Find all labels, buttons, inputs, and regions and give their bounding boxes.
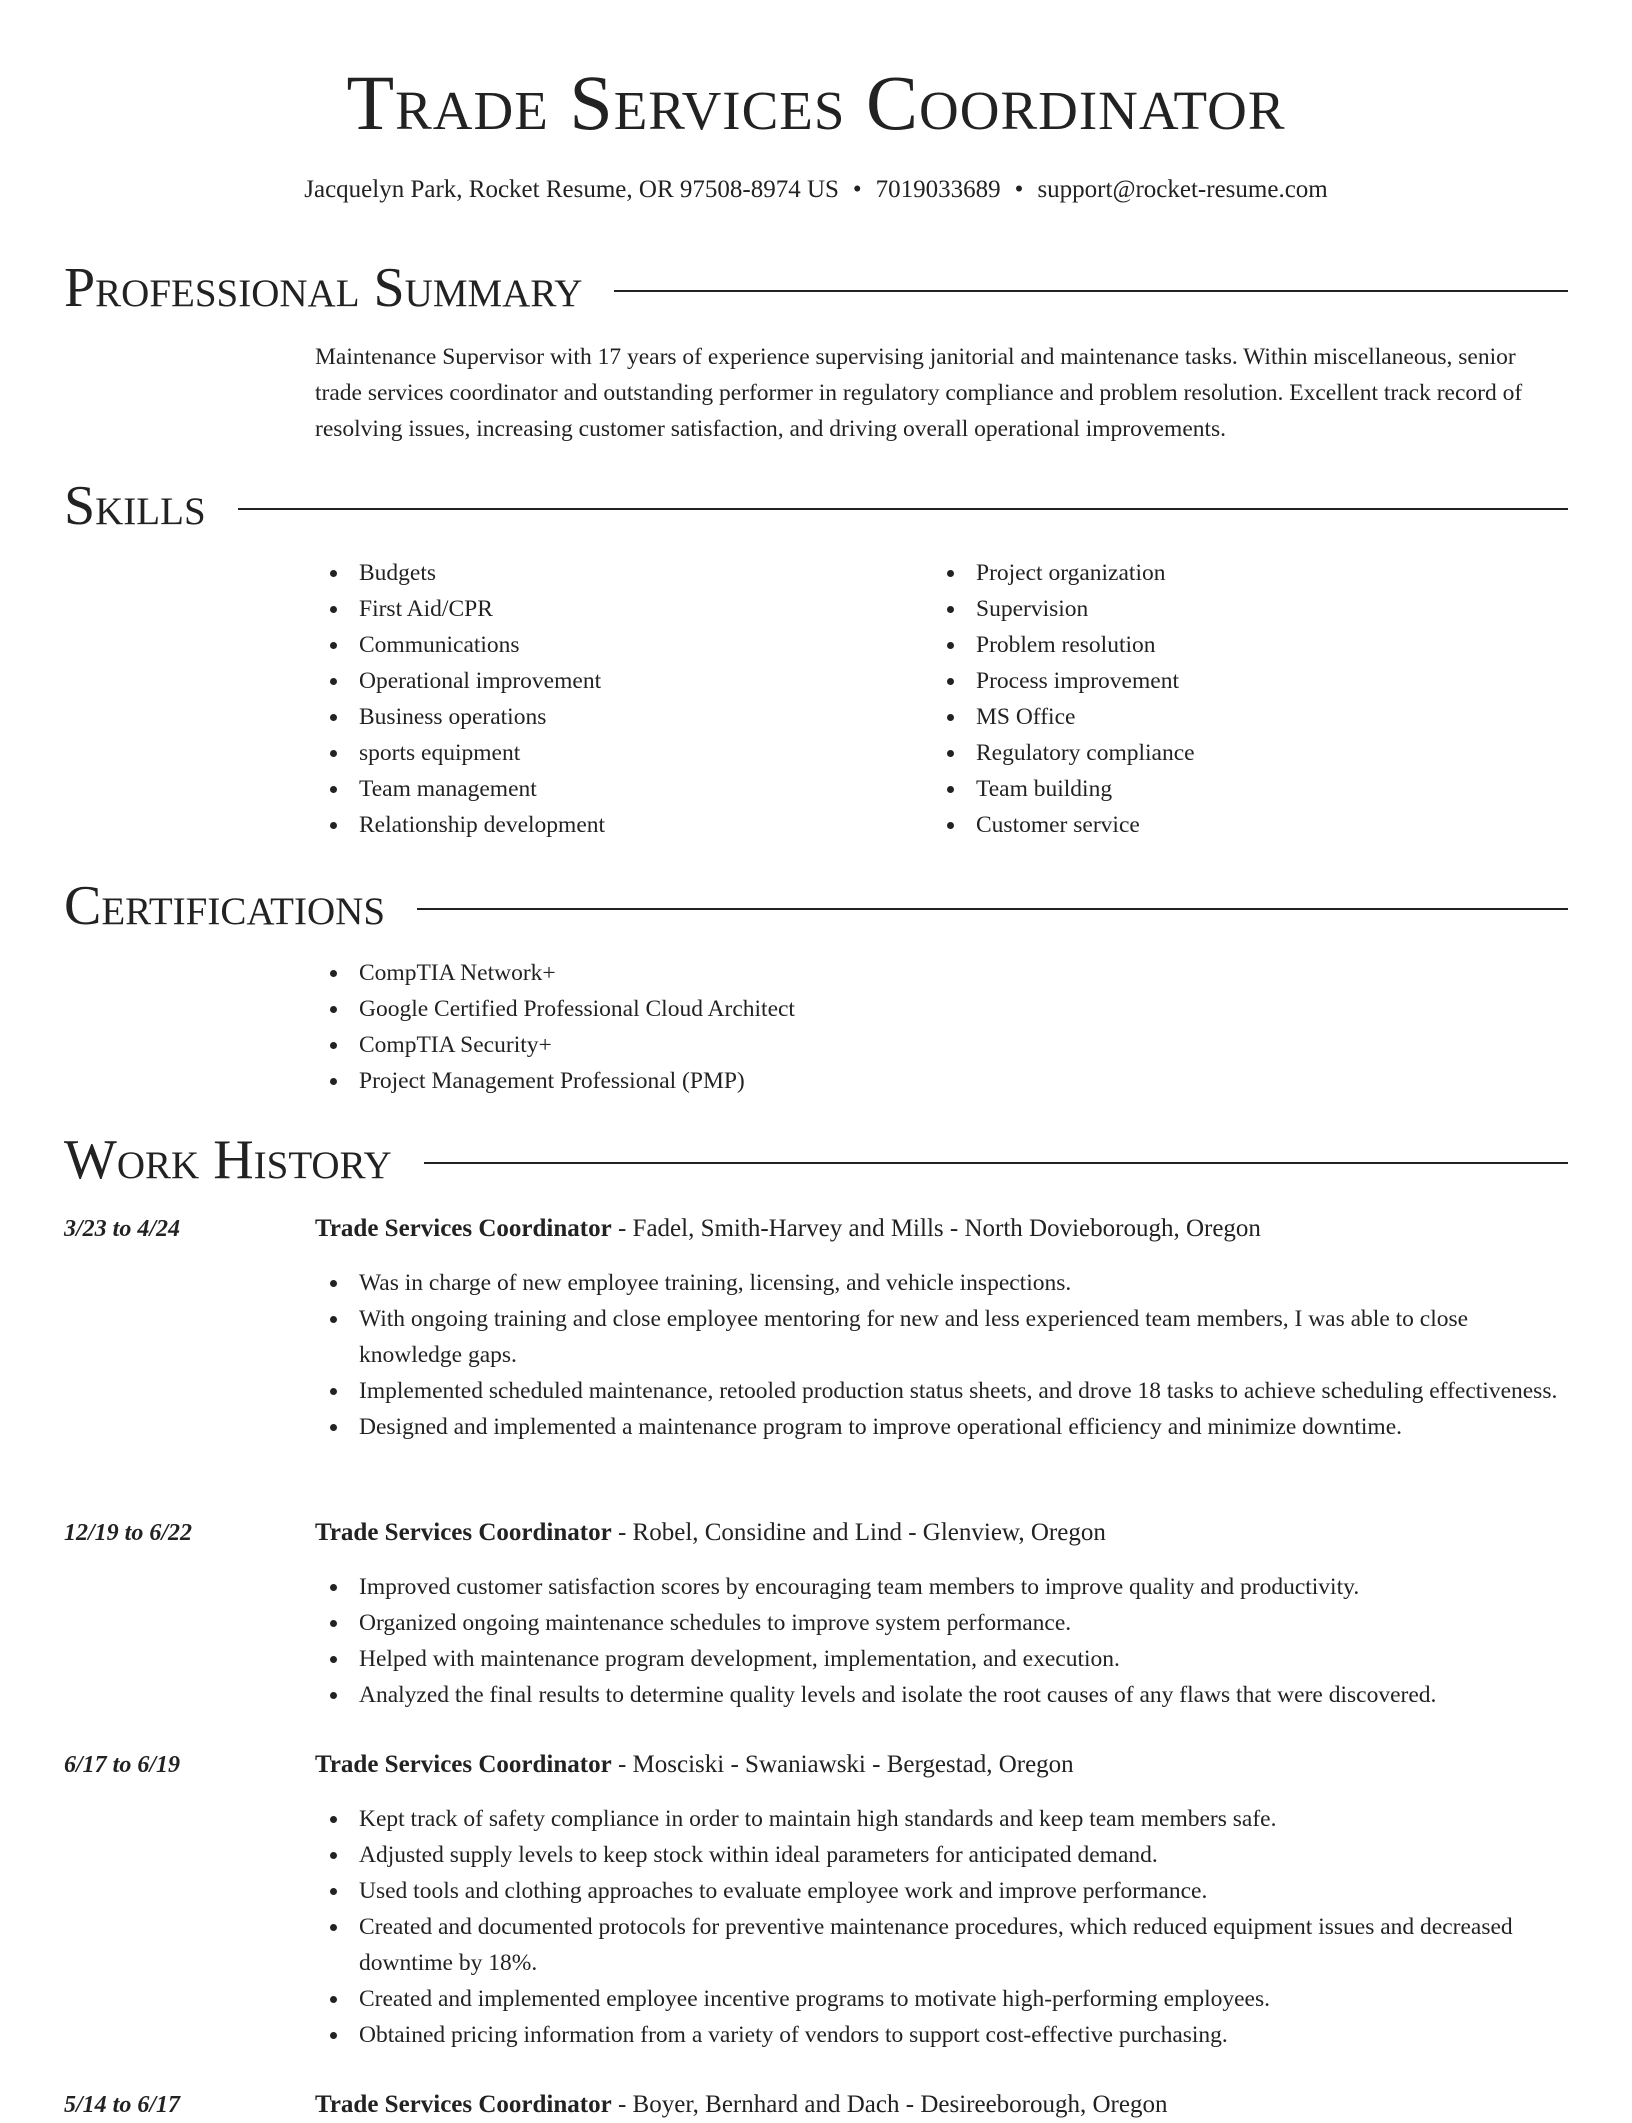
address: Jacquelyn Park, Rocket Resume, OR 97508-8974 US [304,176,839,203]
resume-title: Trade Services Coordinator [346,59,1286,146]
skill-item: Budgets [315,555,915,591]
job-employer: - Boyer, Bernhard and Dach - Desireeborough, Oregon [611,2091,1168,2118]
phone: 7019033689 [875,176,1001,203]
separator: • [852,176,862,203]
work-history-section-header [64,1125,1568,1195]
section-divider [424,1162,1568,1164]
work-history-heading: Work History [64,1129,392,1191]
skills-heading: Skills [64,475,206,537]
skill-item: Process improvement [932,663,1532,699]
job-title-line [315,1747,1568,1783]
job-duty: Improved customer satisfaction scores by encouraging team members to improve quality and productivity. [315,1569,1568,1605]
job-dates: 12/19 to 6/22 [64,1520,193,1546]
skill-item: Relationship development [315,807,915,843]
skill-item: Communications [315,627,915,663]
job-duties [315,1569,1568,1713]
job-duty: Created and implemented employee incentive programs to motivate high-performing employees. [315,1981,1568,2017]
job-duties [315,1265,1568,1445]
summary-text: Maintenance Supervisor with 17 years of experience supervising janitorial and maintenance tasks. Within miscellaneous, senior trade services coordinator and outstanding performer in regulatory compliance and problem resolution. Excellent track record of resolving issues, increasing customer satisfaction, and driving overall operational improvements. [315,344,1523,442]
summary-section-header [64,253,1568,323]
job-employer: - Mosciski - Swaniawski - Bergestad, Oregon [611,1751,1074,1778]
certification-item: Google Certified Professional Cloud Architect [315,991,1568,1027]
job-duty: Analyzed the final results to determine quality levels and isolate the root causes of any flaws that were discovered. [315,1677,1568,1713]
job-duty: Kept track of safety compliance in order to maintain high standards and keep team members safe. [315,1801,1568,1837]
job-duty: Created and documented protocols for preventive maintenance procedures, which reduced equipment issues and decreased downtime by 18%. [315,1909,1568,1981]
certifications-list [315,955,1568,1099]
skill-item: Customer service [932,807,1532,843]
section-divider [614,290,1568,292]
job-dates: 3/23 to 4/24 [64,1216,181,1242]
contact-line [0,172,1632,208]
skills-list-right [932,555,1532,843]
job-employer: - Fadel, Smith-Harvey and Mills - North Dovieborough, Oregon [611,1215,1261,1242]
job-title-line [315,2087,1568,2123]
skill-item: Problem resolution [932,627,1532,663]
job-duty: Helped with maintenance program development, implementation, and execution. [315,1641,1568,1677]
certifications-section-header [64,871,1568,941]
skill-item: MS Office [932,699,1532,735]
skills-section-header [64,471,1568,541]
job-dates: 6/17 to 6/19 [64,1752,181,1778]
certification-item: CompTIA Security+ [315,1027,1568,1063]
skill-item: Team management [315,771,915,807]
section-divider [417,908,1568,910]
certifications-heading: Certifications [64,875,386,937]
skill-item: Team building [932,771,1532,807]
job-employer: - Robel, Considine and Lind - Glenview, Oregon [611,1519,1106,1546]
job-title: Trade Services Coordinator [315,1215,612,1242]
skill-item: Business operations [315,699,915,735]
section-divider [238,508,1568,510]
job-title: Trade Services Coordinator [315,1519,612,1546]
job-duty: Obtained pricing information from a variety of vendors to support cost-effective purchasing. [315,2017,1568,2053]
job-title: Trade Services Coordinator [315,2091,612,2118]
skill-item: Regulatory compliance [932,735,1532,771]
job-duty: With ongoing training and close employee mentoring for new and less experienced team members, I was able to close knowledge gaps. [315,1301,1568,1373]
job-duty: Was in charge of new employee training, licensing, and vehicle inspections. [315,1265,1568,1301]
skill-item: Operational improvement [315,663,915,699]
certification-item: CompTIA Network+ [315,955,1568,991]
skill-item: Supervision [932,591,1532,627]
job-title-line [315,1515,1568,1551]
skills-list-left [315,555,915,843]
summary-heading: Professional Summary [64,257,583,319]
job-duty: Adjusted supply levels to keep stock within ideal parameters for anticipated demand. [315,1837,1568,1873]
job-duty: Organized ongoing maintenance schedules to improve system performance. [315,1605,1568,1641]
skill-item: Project organization [932,555,1532,591]
separator: • [1014,176,1024,203]
job-dates: 5/14 to 6/17 [64,2092,181,2118]
job-title-line [315,1211,1568,1247]
certification-item: Project Management Professional (PMP) [315,1063,1568,1099]
skill-item: First Aid/CPR [315,591,915,627]
job-title: Trade Services Coordinator [315,1751,612,1778]
job-duty: Used tools and clothing approaches to evaluate employee work and improve performance. [315,1873,1568,1909]
job-duties [315,1801,1568,2053]
skill-item: sports equipment [315,735,915,771]
email: support@rocket-resume.com [1037,176,1328,203]
job-duty: Designed and implemented a maintenance program to improve operational efficiency and minimize downtime. [315,1409,1568,1445]
job-duty: Implemented scheduled maintenance, retooled production status sheets, and drove 18 tasks to achieve scheduling effectiveness. [315,1373,1568,1409]
